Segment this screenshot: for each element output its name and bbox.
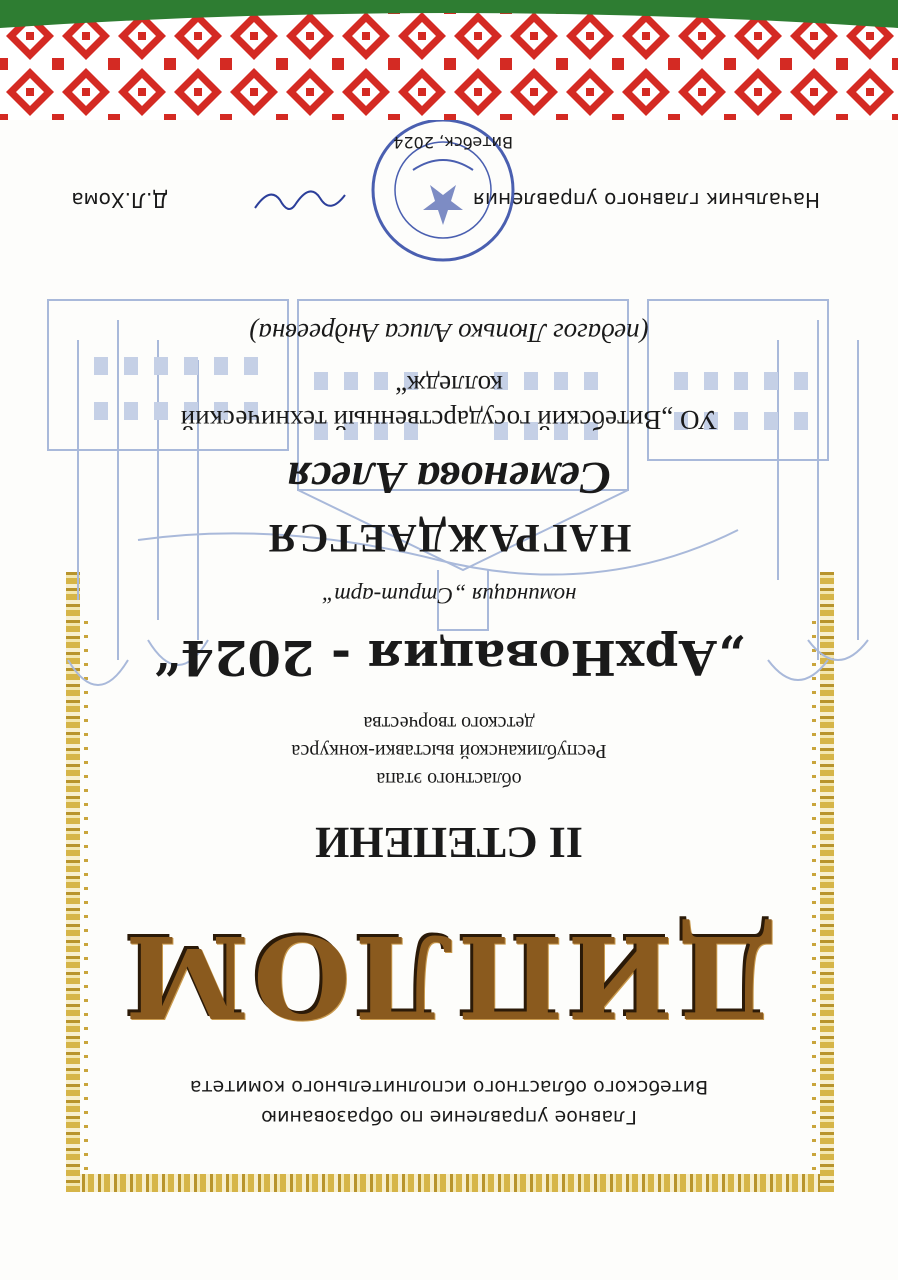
signature-position: Начальник главного управления [472, 188, 820, 212]
issuer-line-1: Главное управление по образованию [261, 1106, 637, 1128]
place-date: Витебск, 2024 [393, 133, 513, 152]
signature-name: Д.Л.Хома [71, 188, 168, 212]
signature-mark [240, 180, 350, 220]
belarusian-ornament-band [0, 0, 898, 120]
institution-line-2: колледж“ [395, 370, 503, 400]
page-title: ДИПЛОМ [121, 910, 777, 1041]
nomination: номинация „Стрит-арт“ [321, 583, 577, 608]
teacher: (педагог Люпько Алиса Андреевна) [249, 318, 649, 348]
institution-line-1: УО „Витебский государственный технический [180, 405, 718, 435]
awarded-label: НАГРАЖДАЕТСЯ [266, 516, 632, 561]
stage: областного этапа [376, 768, 522, 790]
issuer-line-2: Витебского областного исполнительного комитета [189, 1076, 709, 1098]
event-line-2: детского творчества [363, 712, 535, 734]
frame-top [68, 1174, 830, 1192]
recipient-name: Семенова Алеся [287, 453, 611, 504]
event-name: „АрхНовация - 2024“ [153, 629, 745, 685]
event-line-1: Республиканской выставки-конкурса [291, 740, 607, 762]
degree: II СТЕПЕНИ [315, 818, 583, 867]
